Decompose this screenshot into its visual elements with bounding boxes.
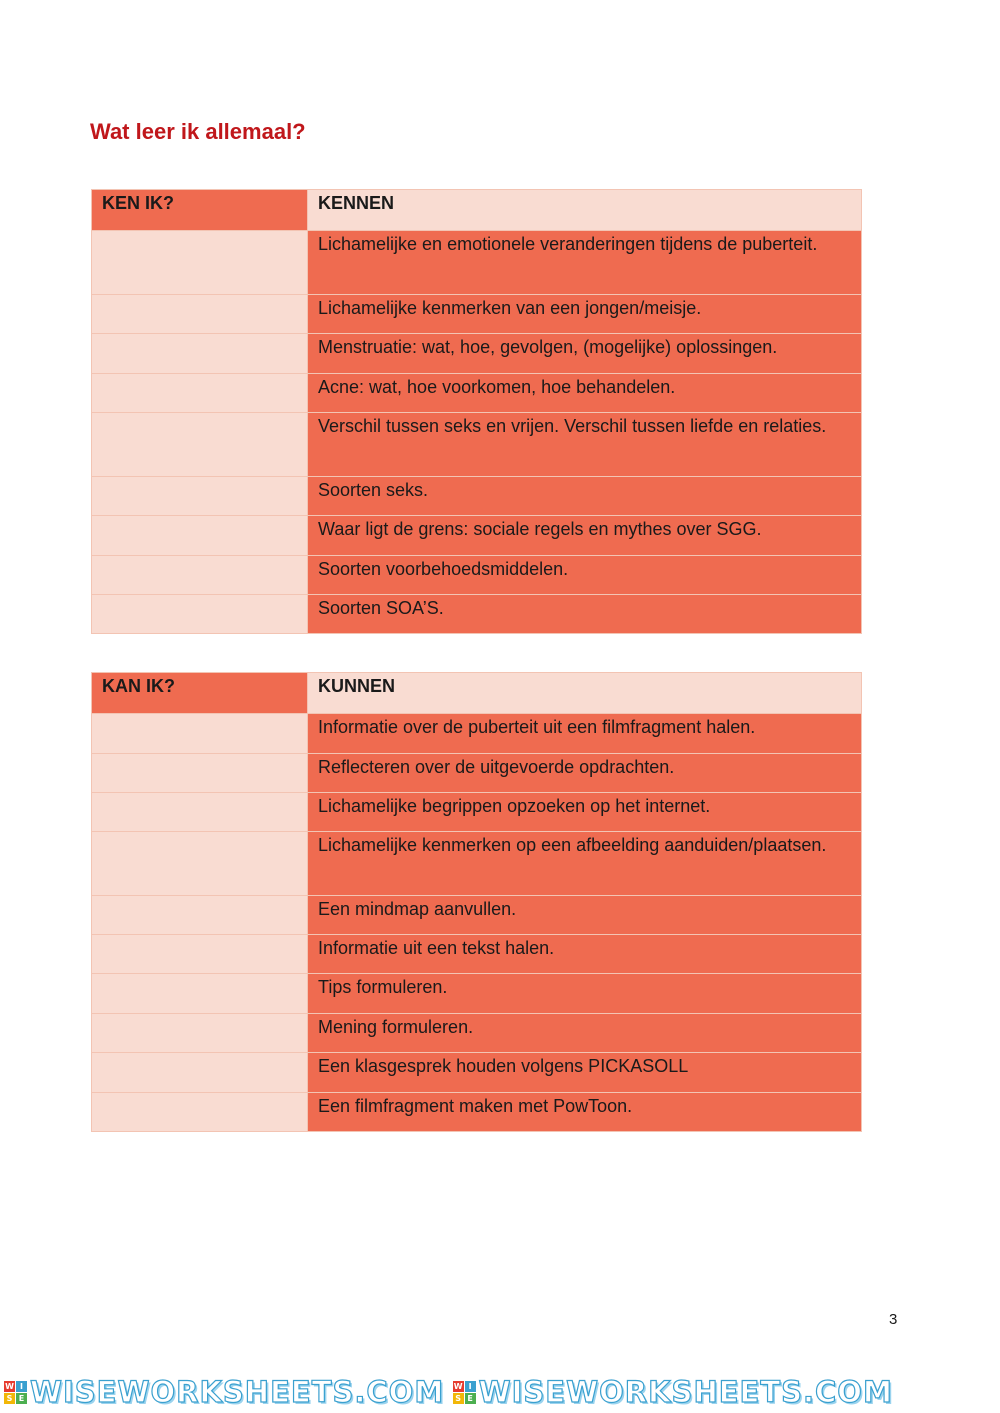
self-check-cell[interactable] — [92, 832, 308, 896]
table-row — [92, 556, 862, 595]
learning-goal: Lichamelijke begrippen opzoeken op het internet. — [308, 793, 862, 832]
learning-goal: Informatie uit een tekst halen. — [308, 935, 862, 974]
self-check-cell[interactable] — [92, 516, 308, 556]
learning-goal: Een klasgesprek houden volgens PICKASOLL — [308, 1053, 862, 1093]
learning-goal: Een mindmap aanvullen. — [308, 896, 862, 935]
watermark-brand: WISEWORKSHEETS.COM — [478, 1375, 893, 1409]
self-check-cell[interactable] — [92, 793, 308, 832]
table-row — [92, 1093, 862, 1132]
learning-goal: Soorten seks. — [308, 477, 862, 516]
self-check-cell[interactable] — [92, 556, 308, 595]
table-row — [92, 231, 862, 295]
table-header-row — [92, 190, 862, 231]
table-row — [92, 935, 862, 974]
self-check-cell[interactable] — [92, 896, 308, 935]
self-check-cell[interactable] — [92, 974, 308, 1014]
self-check-cell[interactable] — [92, 754, 308, 793]
learning-goal: Tips formuleren. — [308, 974, 862, 1014]
learning-goal: Informatie over de puberteit uit een filmfragment halen. — [308, 714, 862, 754]
self-check-cell[interactable] — [92, 413, 308, 477]
table-row — [92, 374, 862, 413]
learning-goal: Reflecteren over de uitgevoerde opdrachten. — [308, 754, 862, 793]
learning-goal: Verschil tussen seks en vrijen. Verschil tussen liefde en relaties. — [308, 413, 862, 477]
self-check-cell[interactable] — [92, 1093, 308, 1132]
footer-watermark — [0, 1375, 1000, 1413]
table-row — [92, 477, 862, 516]
table-row — [92, 793, 862, 832]
self-check-cell[interactable] — [92, 334, 308, 374]
self-check-cell[interactable] — [92, 935, 308, 974]
table-row — [92, 595, 862, 634]
table-row — [92, 334, 862, 374]
kennen-header: KENNEN — [308, 190, 862, 231]
learning-goal: Menstruatie: wat, hoe, gevolgen, (mogelijke) oplossingen. — [308, 334, 862, 374]
table-row — [92, 896, 862, 935]
self-check-cell[interactable] — [92, 595, 308, 634]
table-row — [92, 413, 862, 477]
wise-logo-icon: W I S E — [453, 1381, 476, 1404]
page-title: Wat leer ik allemaal? — [90, 119, 306, 144]
table-row — [92, 754, 862, 793]
learning-goal: Lichamelijke en emotionele veranderingen tijdens de puberteit. — [308, 231, 862, 295]
page-number: 3 — [889, 1311, 898, 1328]
self-check-cell[interactable] — [92, 295, 308, 334]
self-check-cell[interactable] — [92, 1014, 308, 1053]
table-row — [92, 1014, 862, 1053]
learning-goal: Lichamelijke kenmerken van een jongen/meisje. — [308, 295, 862, 334]
table-row — [92, 714, 862, 754]
kunnen-header: KUNNEN — [308, 673, 862, 714]
learning-goal: Soorten SOA’S. — [308, 595, 862, 634]
table-row — [92, 974, 862, 1014]
self-check-cell[interactable] — [92, 374, 308, 413]
kan-ik-header: KAN IK? — [92, 673, 308, 714]
table-row — [92, 516, 862, 556]
watermark-brand: WISEWORKSHEETS.COM — [30, 1375, 445, 1409]
wise-logo-icon: W I S E — [4, 1381, 27, 1404]
kunnen-table — [91, 672, 862, 1132]
table-row — [92, 832, 862, 896]
table-header-row — [92, 673, 862, 714]
self-check-cell[interactable] — [92, 1053, 308, 1093]
learning-goal: Soorten voorbehoedsmiddelen. — [308, 556, 862, 595]
learning-goal: Mening formuleren. — [308, 1014, 862, 1053]
self-check-cell[interactable] — [92, 231, 308, 295]
self-check-cell[interactable] — [92, 714, 308, 754]
learning-goal: Een filmfragment maken met PowToon. — [308, 1093, 862, 1132]
learning-goal: Waar ligt de grens: sociale regels en mythes over SGG. — [308, 516, 862, 556]
table-row — [92, 1053, 862, 1093]
ken-ik-header: KEN IK? — [92, 190, 308, 231]
learning-goal: Acne: wat, hoe voorkomen, hoe behandelen. — [308, 374, 862, 413]
kennen-table — [91, 189, 862, 634]
table-row — [92, 295, 862, 334]
self-check-cell[interactable] — [92, 477, 308, 516]
learning-goal: Lichamelijke kenmerken op een afbeelding aanduiden/plaatsen. — [308, 832, 862, 896]
